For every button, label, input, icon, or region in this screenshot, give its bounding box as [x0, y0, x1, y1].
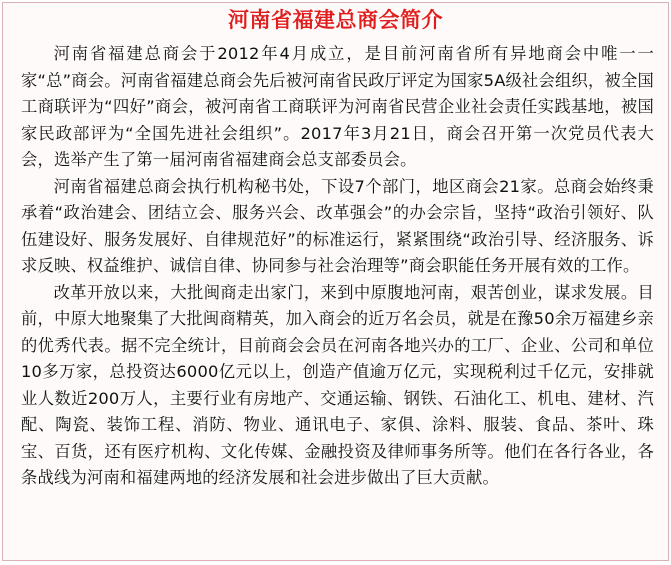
- article-title: 河南省福建总商会简介: [228, 8, 443, 32]
- article-card: [2, 2, 669, 561]
- paragraph-organization: 河南省福建总商会执行机构秘书处，下设7个部门，地区商会21家。总商会始终秉承着“政治建会、团结立会、服务兴会、改革强会”的办会宗旨，坚持“政治引领好、队伍建设好、服务发展好、自律规范好”的标准运行，紧紧围绕“政治引导、经济服务、诉求反映、权益维护、诚信自律、协同参与社会治理等”商会职能任务开展有效的工作。: [21, 176, 654, 275]
- article-body: [3, 33, 668, 492]
- paragraph-intro: 河南省福建总商会于2012年4月成立，是目前河南省所有异地商会中唯一一家“总”商会。河南省福建总商会先后被河南省民政厅评定为国家5A级社会组织，被全国工商联评为“四好”商会，被河南省工商联评为河南省民营企业社会责任实践基地，被国家民政部评为“全国先进社会组织”。2017年3月21日，商会召开第一次党员代表大会，选举产生了第一届河南省福建商会总支部委员会。: [21, 44, 654, 169]
- paragraph-achievements: 改革开放以来，大批闽商走出家门，来到中原腹地河南，艰苦创业，谋求发展。目前，中原大地聚集了大批闽商精英，加入商会的近万名会员，就是在豫50余万福建乡亲的优秀代表。据不完全统计，目前商会会员在河南各地兴办的工厂、企业、公司和单位10多万家，总投资达6000亿元以上，创造产值逾万亿元，实现税利过千亿元，安排就业人数近200万人，主要行业有房地产、交通运输、钢铁、石油化工、机电、建材、汽配、陶瓷、装饰工程、消防、物业、通讯电子、家俱、涂料、服装、食品、茶叶、珠宝、百货，还有医疗机构、文化传媒、金融投资及律师事务所等。他们在各行各业，各条战线为河南和福建两地的经济发展和社会进步做出了巨大贡献。: [21, 282, 654, 487]
